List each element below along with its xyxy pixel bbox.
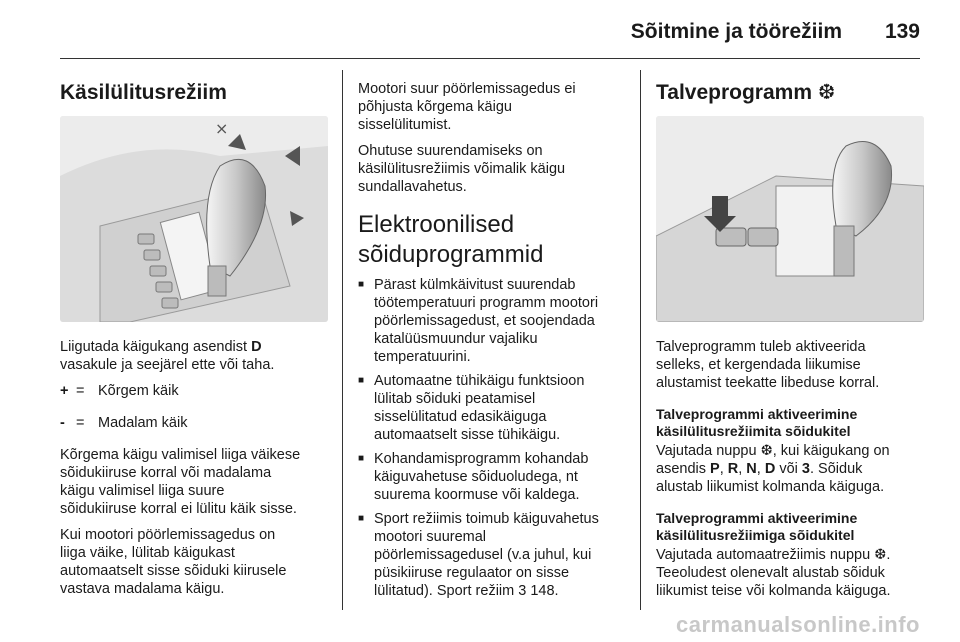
gear-position-d: D bbox=[251, 339, 262, 355]
list-item: ■ Automaatne tühikäigu funktsioon lülitab sõiduki peatamisel sisselülitatud edasikäiguga automaatselt sisse tühikäigu. bbox=[358, 373, 585, 443]
watermark: carmanualsonline.info bbox=[676, 612, 920, 637]
text-line: vastava madalama käigu. bbox=[60, 581, 225, 597]
heading-text: Talveprogramm bbox=[656, 81, 812, 104]
header-rule bbox=[60, 58, 920, 59]
list-item: ■ Sport režiimis toimub käiguvahetus mootori suuremal pöörlemissagedusel (v.a juhul, kui püsikiiruse regulaator on sisse lülitatud). Sport režiim 3 148. bbox=[358, 511, 599, 599]
text-line: Kui mootori pöörlemissagedus on bbox=[60, 527, 276, 543]
winter-button-illustration bbox=[656, 116, 924, 322]
paragraph: Talveprogramm tuleb aktiveerida selleks, et kergendada liikumise alustamist teekatte libeduse korral. bbox=[656, 339, 880, 391]
subheading: Talveprogrammi aktiveerimine käsilülitusrežiimiga sõidukitel bbox=[656, 510, 858, 543]
text-line: sõidukiiruse korral ei lülitu käik sisse. bbox=[60, 501, 297, 517]
section-heading-winter-program bbox=[656, 80, 924, 106]
definition-row bbox=[60, 414, 328, 432]
svg-text:×: × bbox=[215, 119, 229, 138]
bullet-list bbox=[358, 276, 626, 600]
def-text: Kõrgem käik bbox=[98, 383, 179, 399]
page-number: 139 bbox=[884, 20, 920, 43]
definition-row bbox=[60, 382, 328, 400]
section-heading-manual-mode: Käsilülitusrežiim bbox=[60, 81, 227, 104]
reference-arrow-icon: 3 bbox=[518, 583, 527, 599]
text-line: käigu valimisel liiga suure bbox=[60, 483, 225, 499]
snowflake-icon: ❆ bbox=[874, 547, 887, 563]
def-key: + bbox=[60, 383, 69, 399]
paragraph bbox=[60, 526, 328, 598]
gear-lever-illustration bbox=[60, 116, 328, 322]
column-2 bbox=[358, 70, 626, 606]
header-title: Sõitmine ja töörežiim bbox=[630, 20, 842, 43]
paragraph: Vajutada nuppu ❆, kui käigukang on asendis P, R, N, D või 3. Sõiduk alustab liikumist kolmanda käiguga. bbox=[656, 443, 890, 495]
winter-button-drawing bbox=[656, 116, 924, 322]
paragraph bbox=[60, 446, 328, 518]
page-reference-link[interactable]: 3 148. bbox=[518, 583, 559, 599]
column-divider bbox=[342, 70, 343, 610]
text-line: automaatselt sisse sõiduki kiirusele bbox=[60, 563, 287, 579]
text-line: põhjusta kõrgema käigu bbox=[358, 99, 512, 115]
column-1 bbox=[60, 70, 328, 606]
heading-line: sõiduprogrammid bbox=[358, 241, 544, 268]
def-text: Madalam käik bbox=[98, 415, 188, 431]
text-span: vasakule ja seejärel ette või taha. bbox=[60, 357, 275, 373]
list-item: ■ Kohandamisprogramm kohandab käiguvahetuse sõiduoludega, nt suurema koormuse või kaldega. bbox=[358, 451, 589, 503]
subheading: Talveprogrammi aktiveerimine käsilülitusrežiimita sõidukitel bbox=[656, 406, 858, 439]
paragraph bbox=[60, 338, 328, 374]
column-divider bbox=[640, 70, 641, 610]
text-line: käsilülitusrežiimis võimalik käigu bbox=[358, 161, 566, 177]
page-header bbox=[0, 0, 960, 56]
text-line: sõidukiiruse korral või madalama bbox=[60, 465, 272, 481]
paragraph bbox=[358, 142, 626, 196]
def-key: - bbox=[60, 415, 65, 431]
gear-lever-drawing bbox=[60, 116, 328, 322]
column-3 bbox=[656, 70, 924, 608]
def-eq: = bbox=[76, 383, 85, 399]
snowflake-icon: ❆ bbox=[817, 81, 836, 104]
paragraph: Vajutada automaatrežiimis nuppu ❆. Teeoludest olenevalt alustab sõiduk liikumist teise või kolmanda käiguga. bbox=[656, 547, 891, 599]
text-line: Kõrgema käigu valimisel liiga väikese bbox=[60, 447, 301, 463]
text-line: sisselülitumist. bbox=[358, 117, 452, 133]
text-line: Mootori suur pöörlemissagedus ei bbox=[358, 81, 576, 97]
paragraph bbox=[358, 80, 626, 134]
heading-line: Elektroonilised bbox=[358, 211, 515, 238]
list-item: ■ Pärast külmkäivitust suurendab töötemperatuuri programm mootori pöörlemissagedust, et soojendada katalüüsmuundur vajaliku temperatuurini. bbox=[358, 277, 599, 365]
def-eq: = bbox=[76, 415, 85, 431]
text-line: Ohutuse suurendamiseks on bbox=[358, 143, 543, 159]
text-span: Liigutada käigukang asendist bbox=[60, 339, 252, 355]
snowflake-icon: ❆ bbox=[760, 443, 773, 459]
text-line: liiga väike, lülitab käigukast bbox=[60, 545, 235, 561]
section-heading-electronic-programs bbox=[358, 210, 626, 270]
text-line: sundallavahetus. bbox=[358, 179, 467, 195]
